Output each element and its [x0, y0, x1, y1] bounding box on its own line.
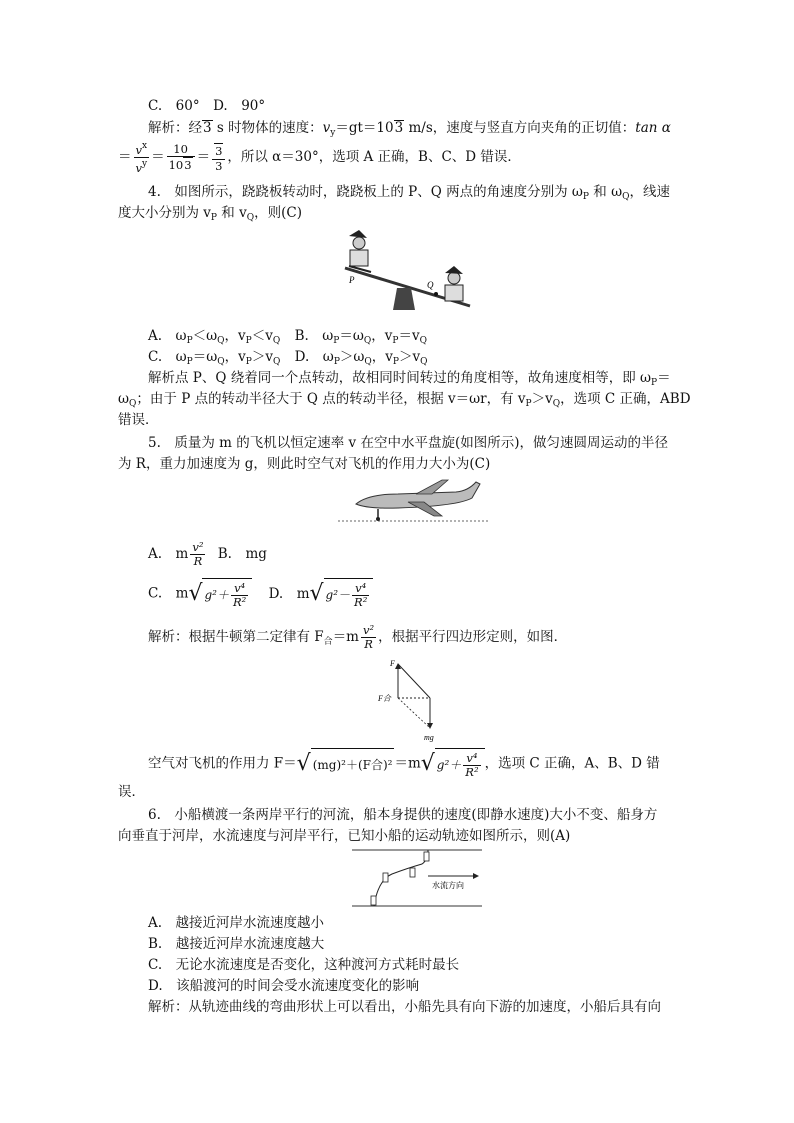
- q6-option-d: D. 该船渡河的时间会受水流速度变化的影响: [148, 978, 420, 994]
- seesaw-figure: [335, 228, 475, 318]
- q5-analysis-line-2: 空气对飞机的作用力 F＝√ (mg)²＋(F合)² ＝m√ g²＋ $\frac{\text{v⁴}}{\text{R²}}$ ，选项 C 正确，A、B、D 错: [148, 748, 660, 780]
- fig-label-p: P: [349, 275, 355, 285]
- label-mg: mg: [424, 733, 434, 742]
- q3-options-cd: C. 60° D. 90°: [148, 98, 266, 114]
- fraction-vx-vy: $\frac{v^x}{v^y}$: [135, 141, 148, 175]
- q5-options-ab: A. m $\frac{\text{v²}}{R}$ B. mg: [148, 540, 267, 568]
- river-figure: [352, 846, 482, 910]
- q4-analysis-line-2: $\omega_Q$；由于 P 点的转动半径大于 Q 点的转动半径，根据 v＝ωr，有 $v_P>v_Q$，选项 C 正确，ABD: [118, 391, 691, 409]
- q5-stem-line-2: 为 R，重力加速度为 g，则此时空气对飞机的作用力大小为(C): [118, 456, 491, 472]
- q4-options-ab: A. $\omega_P<\omega_Q$，$v_P<v_Q$ B. $\omega_P=\omega_Q$，$v_P=v_Q$: [148, 328, 427, 346]
- q3-analysis-line-1: 解析：经3 s 时物体的速度：$v_y=gt=103$ m/s，速度与竖直方向夹角的正切值：tan α: [148, 120, 671, 138]
- q6-stem-line-2: 向垂直于河岸，水流速度与河岸平行，已知小船的运动轨迹如图所示，则(A): [118, 828, 571, 844]
- child-right-figure: [445, 266, 463, 301]
- q6-analysis: 解析：从轨迹曲线的弯曲形状上可以看出，小船先具有向下游的加速度，小船后具有向: [148, 999, 661, 1015]
- q5-options-cd: C. m√ g²＋ $\frac{\text{v⁴}}{\text{R²}}$ D. m√ g²－ $\frac{\text{v⁴}}{\text{R²}}$: [148, 578, 373, 610]
- point-q-marker: [434, 292, 438, 296]
- child-left-figure: [349, 230, 371, 272]
- q4-stem-line-2: 度大小分别为 $v_P$ 和 $v_Q$，则(C): [118, 205, 302, 223]
- q4-stem-line-1: 4. 如图所示，跷跷板转动时，跷跷板上的 P、Q 两点的角速度分别为 $\omega_P$ 和 $\omega_Q$，线速: [148, 184, 670, 202]
- force-parallelogram-figure: [372, 656, 442, 744]
- fig-label-q: Q: [427, 280, 434, 290]
- q4-analysis-line-1: 解析点 P、Q 绕着同一个点转动，故相同时间转过的角度相等，故角速度相等，即 $\omega_P=$: [148, 370, 671, 388]
- fraction-10-10sqrt3: $\frac{10}{103}$: [167, 143, 195, 173]
- airplane-body: [356, 480, 480, 521]
- q5-analysis-line-3: 误．: [118, 784, 145, 800]
- water-flow-label: 水流方向: [432, 881, 464, 890]
- boat-trajectory: [374, 850, 428, 906]
- airplane-figure: [338, 476, 488, 526]
- q6-stem-line-1: 6. 小船横渡一条两岸平行的河流，船本身提供的速度(即静水速度)大小不变、船身方: [148, 807, 658, 823]
- q6-option-b: B. 越接近河岸水流速度越大: [148, 936, 325, 952]
- q6-option-a: A. 越接近河岸水流速度越小: [148, 915, 325, 931]
- boat-icon-1: [371, 896, 376, 905]
- sqrt3-a: 3: [203, 120, 212, 136]
- label-f: F: [390, 659, 395, 668]
- q5-analysis-line-1: 解析：根据牛顿第二定律有 $F_合=m$ $\frac{\text{v²}}{R}$ ，根据平行四边形定则，如图．: [148, 623, 568, 651]
- q5-stem-line-1: 5. 质量为 m 的飞机以恒定速率 v 在空中水平盘旋(如图所示)，做匀速圆周运动的半径: [148, 435, 669, 451]
- q3-analysis-line-2: ＝ $\frac{v^x}{v^y}$ ＝ $\frac{10}{103}$ ＝ $\frac{3}{3}$ ，所以 α＝30°，选项 A 正确，B、C、D 错误．: [118, 141, 521, 175]
- diagonal-line: [398, 664, 430, 698]
- label-fhe: F合: [378, 694, 391, 703]
- fraction-sqrt3-3: $\frac{3}{3}$: [212, 143, 225, 173]
- q4-options-cd: C. $\omega_P=\omega_Q$，$v_P>v_Q$ D. $\omega_P>\omega_Q$，$v_P>v_Q$: [148, 349, 428, 367]
- boat-icon-3: [410, 868, 415, 877]
- boat-icon-4: [424, 852, 429, 861]
- q4-analysis-line-3: 错误．: [118, 412, 159, 428]
- q6-option-c: C. 无论水流速度是否变化，这种渡河方式耗时最长: [148, 957, 460, 973]
- boat-icon-2: [383, 873, 388, 882]
